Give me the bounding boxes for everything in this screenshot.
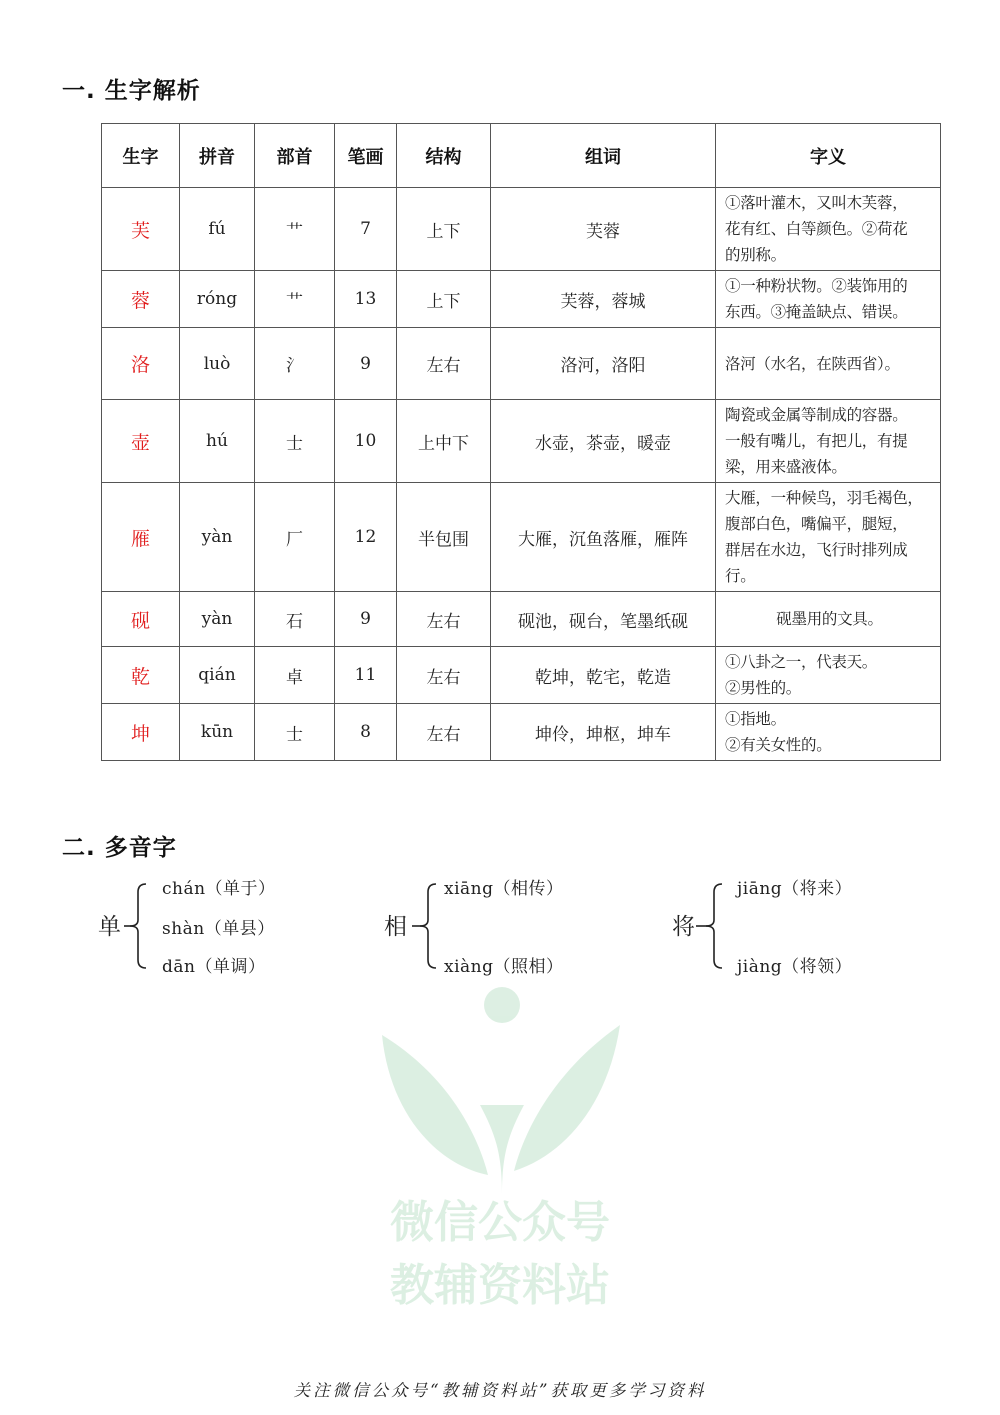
polyphone-char: 将 [672,914,695,940]
cell-strokes: 8 [335,704,397,761]
meaning-line: 陶瓷或金属等制成的容器。 [725,406,908,424]
meaning-line: ①落叶灌木，又叫木芙蓉， [725,194,908,212]
cell-structure: 左右 [397,328,491,400]
header-pinyin: 拼音 [180,124,255,188]
watermark-line1: 微信公众号 [390,1197,610,1248]
header-radical: 部首 [255,124,335,188]
cell-radical: 士 [255,704,335,761]
cell-strokes: 9 [335,328,397,400]
cell-pinyin: luò [180,328,255,400]
cell-pinyin: róng [180,271,255,328]
header-structure: 结构 [397,124,491,188]
cell-radical: 卓 [255,647,335,704]
cell-pinyin: hú [180,400,255,483]
character-table [101,123,941,761]
polyphone-reading: xiāng（相传） [444,879,564,899]
cell-words: 砚池，砚台，笔墨纸砚 [491,592,716,647]
cell-structure: 半包围 [397,483,491,592]
cell-char: 芙 [102,188,180,271]
cell-meaning [716,704,941,761]
cell-meaning [716,647,941,704]
table-row [102,704,941,761]
cell-strokes: 7 [335,188,397,271]
cell-radical: 艹 [255,188,335,271]
cell-radical: 艹 [255,271,335,328]
watermark-left-leaf-icon [382,1035,488,1175]
meaning-line: 东西。③掩盖缺点、错误。 [725,303,908,321]
polyphone-reading: chán（单于） [162,879,276,899]
meaning-line: ①一种粉状物。②装饰用的 [725,277,908,295]
cell-words: 坤伶，坤枢，坤车 [491,704,716,761]
cell-words: 乾坤，乾宅，乾造 [491,647,716,704]
watermark-line2: 教辅资料站 [390,1260,610,1311]
cell-words: 大雁，沉鱼落雁，雁阵 [491,483,716,592]
cell-pinyin: yàn [180,483,255,592]
table-row [102,328,941,400]
meaning-line: ①八卦之一，代表天。 [725,653,878,671]
polyphone-reading: shàn（单县） [162,919,275,939]
cell-radical: 石 [255,592,335,647]
cell-radical: 厂 [255,483,335,592]
cell-char: 雁 [102,483,180,592]
cell-structure: 上中下 [397,400,491,483]
header-words: 组词 [491,124,716,188]
table-row [102,592,941,647]
brace-icon [410,880,442,972]
cell-meaning [716,188,941,271]
meaning-line: 花有红、白等颜色。②荷花 [725,220,908,238]
table-row [102,271,941,328]
cell-char: 蓉 [102,271,180,328]
cell-structure: 左右 [397,704,491,761]
cell-pinyin: yàn [180,592,255,647]
meaning-line: 的别称。 [725,246,786,264]
watermark-stem-icon [480,1105,524,1195]
cell-structure: 上下 [397,188,491,271]
cell-meaning [716,592,941,647]
cell-strokes: 12 [335,483,397,592]
meaning-line: 行。 [725,567,756,585]
brace-icon [124,880,152,972]
table-header-row [102,124,941,188]
polyphone-reading: jiàng（将领） [737,957,853,977]
cell-meaning [716,271,941,328]
cell-strokes: 10 [335,400,397,483]
polyphone-reading: jiāng（将来） [737,879,853,899]
cell-structure: 左右 [397,592,491,647]
cell-words: 洛河，洛阳 [491,328,716,400]
cell-strokes: 13 [335,271,397,328]
cell-char: 砚 [102,592,180,647]
meaning-line: 洛河（水名，在陕西省）。 [725,354,900,373]
table-row [102,647,941,704]
table-row [102,188,941,271]
cell-radical: 士 [255,400,335,483]
meaning-line: 一般有嘴儿，有把儿，有提 [725,432,908,450]
header-meaning: 字义 [716,124,941,188]
section-title-polyphones: 二. 多音字 [62,835,177,861]
cell-radical: 氵 [255,328,335,400]
cell-strokes: 9 [335,592,397,647]
meaning-line: 大雁，一种候鸟，羽毛褐色， [725,489,923,507]
meaning-line: 梁，用来盛液体。 [725,458,847,476]
cell-words: 芙蓉 [491,188,716,271]
cell-meaning [716,483,941,592]
meaning-line: ②有关女性的。 [725,736,832,754]
cell-pinyin: kūn [180,704,255,761]
watermark-right-leaf-icon [514,1025,620,1171]
cell-words: 水壶，茶壶，暖壶 [491,400,716,483]
header-strokes: 笔画 [335,124,397,188]
cell-pinyin: qián [180,647,255,704]
section-title-characters: 一. 生字解析 [62,78,201,104]
cell-char: 洛 [102,328,180,400]
polyphone-reading: xiàng（照相） [444,957,564,977]
cell-char: 壶 [102,400,180,483]
polyphone-char: 单 [98,914,121,940]
meaning-line: 砚墨用的文具。 [776,610,883,628]
meaning-line: 群居在水边，飞行时排列成 [725,541,908,559]
watermark-head-icon [484,987,520,1023]
polyphone-char: 相 [384,914,407,940]
cell-structure: 左右 [397,647,491,704]
table-row [102,400,941,483]
cell-structure: 上下 [397,271,491,328]
meaning-line: ②男性的。 [725,679,802,697]
cell-meaning [716,328,941,400]
cell-words: 芙蓉，蓉城 [491,271,716,328]
meaning-line: ①指地。 [725,710,786,728]
watermark-logo [368,985,632,1315]
meaning-line: 腹部白色，嘴偏平，腿短， [725,515,908,533]
polyphone-reading: dān（单调） [162,957,266,977]
table-row [102,483,941,592]
cell-strokes: 11 [335,647,397,704]
cell-pinyin: fú [180,188,255,271]
cell-char: 坤 [102,704,180,761]
cell-char: 乾 [102,647,180,704]
footer-note: 关注微信公众号“教辅资料站”获取更多学习资料 [293,1381,707,1400]
header-char: 生字 [102,124,180,188]
brace-icon [696,880,728,972]
cell-meaning [716,400,941,483]
